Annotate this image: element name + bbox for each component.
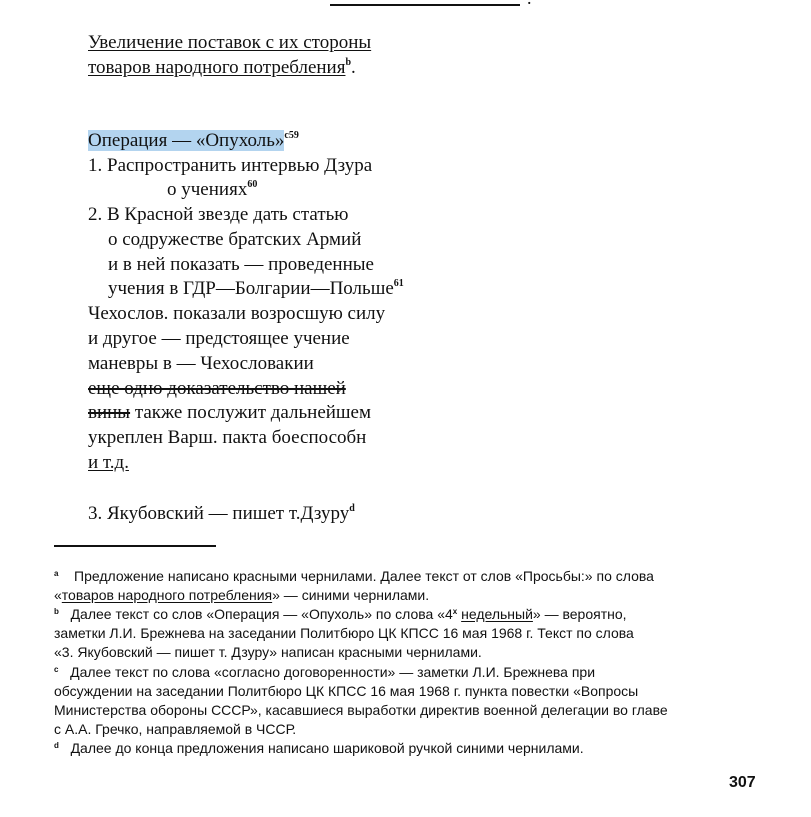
item-2-line-a: 2. В Красной звезде дать статью [88,204,349,225]
para-line-6: укреплен Варш. пакта боеспособн [88,427,367,448]
footnote-c-line-4: с А.А. Гречко, направляемой в ЧССР. [54,721,297,737]
footnote-b-line-3: «3. Якубовский — пишет т. Дзуру» написан красными чернилами. [54,644,482,660]
item-1-line-b: о учениях$^{60}$ [167,179,258,200]
footnote-b-line-1: $^b$ Далее текст со слов «Операция — «Опухоль» по слова «$4^х$ недельный» — вероятно, [54,606,627,622]
footnote-a-line-1: $^a$ Предложение написано красными чернилами. Далее текст от слов «Просьбы:» по слова [54,568,654,584]
operation-title: Операция — «Опухоль»$^{c59}$ [88,130,299,151]
footnote-divider [54,545,216,547]
para-line-3: маневры в — Чехословакии [88,353,314,374]
block1-line2: товаров народного потребления$^b$. [88,57,356,78]
footnote-b-line-2: заметки Л.И. Брежнева на заседании Политбюро ЦК КПСС 16 мая 1968 г. Текст по слова [54,625,634,641]
para-line-4-struck: еще одно доказательство нашей [88,378,346,399]
para-line-5: вины также послужит дальнейшем [88,402,372,423]
footnote-c-line-3: Министерства обороны СССР», касавшиеся выработки директив военной делегации во главе [54,702,668,718]
item-2-line-c: и в ней показать — проведенные [108,254,374,275]
footnote-d-line-1: $^d$ Далее до конца предложения написано шариковой ручкой синими чернилами. [54,740,584,756]
para-line-1: Чехослов. показали возросшую силу [88,303,386,324]
footnote-c-line-1: $^c$ Далее текст по слова «согласно договоренности» — заметки Л.И. Брежнева при [54,664,596,680]
top-fragment-dot [527,0,532,9]
item-3: 3. Якубовский — пишет т.Дзуру$^d$ [88,503,355,524]
para-line-2: и другое — предстоящее учение [88,328,350,349]
footnote-a-line-2: «товаров народного потребления» — синими чернилами. [54,587,430,603]
footnote-c-line-2: обсуждении на заседании Политбюро ЦК КПСС 16 мая 1968 г. пункта повестки «Вопросы [54,683,639,699]
page-number: 307 [729,774,756,791]
item-2-line-d: учения в ГДР—Болгарии—Польше$^{61}$ [108,278,404,299]
para-line-7: и т.д. [88,452,129,473]
item-1-line-a: 1. Распространить интервью Дзура [88,155,373,176]
top-fragment-underline [330,0,520,6]
item-2-line-b: о содружестве братских Армий [108,229,362,250]
block1-line1: Увеличение поставок с их стороны [88,32,372,53]
